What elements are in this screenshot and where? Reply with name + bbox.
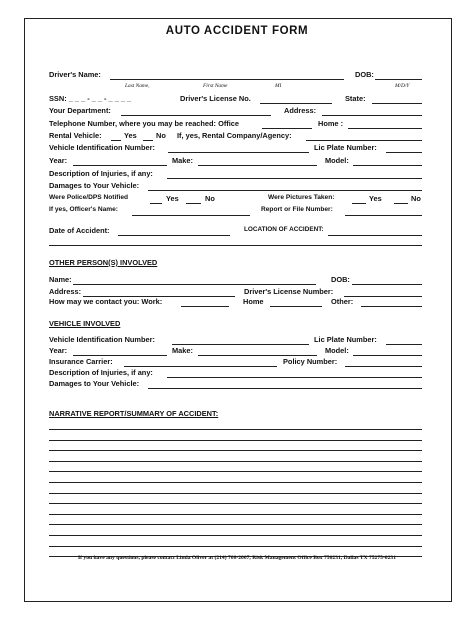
other-home-label: Home [243, 297, 264, 306]
location-label: LOCATION OF ACCIDENT: [244, 226, 324, 233]
vi-insurance-line[interactable] [124, 366, 277, 367]
narrative-line[interactable] [49, 546, 422, 547]
location-line[interactable] [328, 235, 422, 236]
home-phone-line[interactable] [348, 128, 422, 129]
other-dob-label: DOB: [331, 275, 350, 284]
vi-insurance-label: Insurance Carrier: [49, 357, 113, 366]
narrative-line[interactable] [49, 450, 422, 451]
other-home-line[interactable] [270, 306, 322, 307]
narrative-line[interactable] [49, 503, 422, 504]
telephone-label: Telephone Number, where you may be reached: Office [49, 119, 240, 128]
narrative-line[interactable] [49, 493, 422, 494]
vi-year-label: Year: [49, 346, 68, 355]
vi-lic-plate-line[interactable] [386, 344, 422, 345]
other-name-label: Name: [49, 275, 72, 284]
mi-sublabel: MI [275, 83, 282, 89]
vi-model-line[interactable] [353, 355, 422, 356]
narrative-line[interactable] [49, 482, 422, 483]
report-number-label: Report or File Number: [261, 206, 333, 213]
narrative-line[interactable] [49, 429, 422, 430]
vi-damages-line[interactable] [148, 388, 422, 389]
date-of-accident-line[interactable] [118, 235, 230, 236]
other-other-label: Other: [331, 297, 354, 306]
form-title: AUTO ACCIDENT FORM [165, 25, 309, 37]
office-phone-line[interactable] [262, 128, 312, 129]
other-persons-heading: OTHER PERSON(S) INVOLVED [49, 258, 158, 267]
lic-plate-label: Lic Plate Number: [314, 143, 377, 152]
pictures-yes-line[interactable] [352, 203, 366, 204]
date-of-accident-label: Date of Accident: [49, 226, 110, 235]
year-label: Year: [49, 156, 68, 165]
location-line-2[interactable] [49, 245, 422, 246]
vi-model-label: Model: [325, 346, 349, 355]
pictures-no-line[interactable] [394, 203, 408, 204]
ssn-label: SSN: _ _ _ - _ _ - _ _ _ _ [49, 94, 132, 103]
police-yes-line[interactable] [150, 203, 162, 204]
footer-contact: If you have any questions, please contact Linda Oliver at (214) 768-2007, Risk Management Office Box 750231, Dallas TX 75275-0231 [77, 555, 396, 561]
drivers-name-line[interactable] [110, 79, 344, 80]
pictures-no-label: No [411, 194, 421, 203]
address-line[interactable] [322, 115, 422, 116]
pictures-yes-label: Yes [369, 194, 382, 203]
other-work-line[interactable] [181, 306, 229, 307]
vi-year-line[interactable] [73, 355, 167, 356]
first-name-sublabel: First Name [203, 83, 228, 89]
narrative-heading: NARRATIVE REPORT/SUMMARY OF ACCIDENT: [49, 409, 219, 418]
other-license-line[interactable] [344, 296, 422, 297]
report-number-line[interactable] [345, 215, 422, 216]
vi-make-line[interactable] [198, 355, 317, 356]
rental-company-line[interactable] [306, 140, 422, 141]
damages-line[interactable] [148, 190, 422, 191]
officers-name-label: If yes, Officer's Name: [49, 206, 118, 213]
vi-injuries-label: Description of Injuries, if any: [49, 368, 153, 377]
make-line[interactable] [198, 165, 317, 166]
department-line[interactable] [121, 115, 271, 116]
address-label: Address: [284, 106, 317, 115]
pictures-taken-label: Were Pictures Taken: [268, 194, 335, 201]
vi-make-label: Make: [172, 346, 193, 355]
home-phone-label: Home : [318, 119, 344, 128]
vehicle-involved-heading: VEHICLE INVOLVED [49, 319, 121, 328]
dob-line[interactable] [375, 79, 422, 80]
vin-line[interactable] [168, 152, 309, 153]
vi-vin-label: Vehicle Identification Number: [49, 335, 155, 344]
drivers-license-line[interactable] [260, 103, 332, 104]
narrative-line[interactable] [49, 440, 422, 441]
last-name-sublabel: Last Name, [125, 83, 150, 89]
vi-injuries-line[interactable] [167, 377, 422, 378]
police-no-label: No [205, 194, 215, 203]
drivers-name-label: Driver's Name: [49, 70, 101, 79]
police-notified-label: Were Police/DPS Notified [49, 194, 129, 201]
drivers-license-label: Driver's License No. [180, 94, 251, 103]
narrative-line[interactable] [49, 524, 422, 525]
vi-policy-line[interactable] [345, 366, 422, 367]
lic-plate-line[interactable] [386, 152, 422, 153]
rental-no-label: No [156, 131, 166, 140]
vin-label: Vehicle Identification Number: [49, 143, 155, 152]
vi-lic-plate-label: Lic Plate Number: [314, 335, 377, 344]
other-address-label: Address: [49, 287, 82, 296]
other-dob-line[interactable] [352, 284, 422, 285]
rental-yes-line[interactable] [111, 140, 121, 141]
rental-vehicle-label: Rental Vehicle: [49, 131, 102, 140]
state-label: State: [345, 94, 366, 103]
dob-label: DOB: [355, 70, 374, 79]
police-yes-label: Yes [166, 194, 179, 203]
other-contact-label: How may we contact you: Work: [49, 297, 163, 306]
rental-yes-label: Yes [124, 131, 137, 140]
vi-policy-label: Policy Number: [283, 357, 338, 366]
state-line[interactable] [372, 103, 422, 104]
make-label: Make: [172, 156, 193, 165]
narrative-line[interactable] [49, 535, 422, 536]
other-other-line[interactable] [361, 306, 422, 307]
narrative-line[interactable] [49, 461, 422, 462]
officers-name-line[interactable] [132, 215, 250, 216]
narrative-line[interactable] [49, 471, 422, 472]
year-line[interactable] [73, 165, 167, 166]
injuries-line[interactable] [167, 178, 422, 179]
other-license-label: Driver's License Number: [244, 287, 334, 296]
rental-company-label: If, yes, Rental Company/Agency: [177, 131, 292, 140]
damages-label: Damages to Your Vehicle: [49, 181, 140, 190]
department-label: Your Department: [49, 106, 111, 115]
mdy-sublabel: M/D/Y [395, 83, 410, 89]
police-no-line[interactable] [186, 203, 201, 204]
model-line[interactable] [353, 165, 422, 166]
other-name-line[interactable] [73, 284, 316, 285]
vi-vin-line[interactable] [172, 344, 309, 345]
model-label: Model: [325, 156, 349, 165]
narrative-line[interactable] [49, 514, 422, 515]
rental-no-line[interactable] [143, 140, 153, 141]
vi-damages-label: Damages to Your Vehicle: [49, 379, 140, 388]
injuries-label: Description of Injuries, if any: [49, 169, 153, 178]
